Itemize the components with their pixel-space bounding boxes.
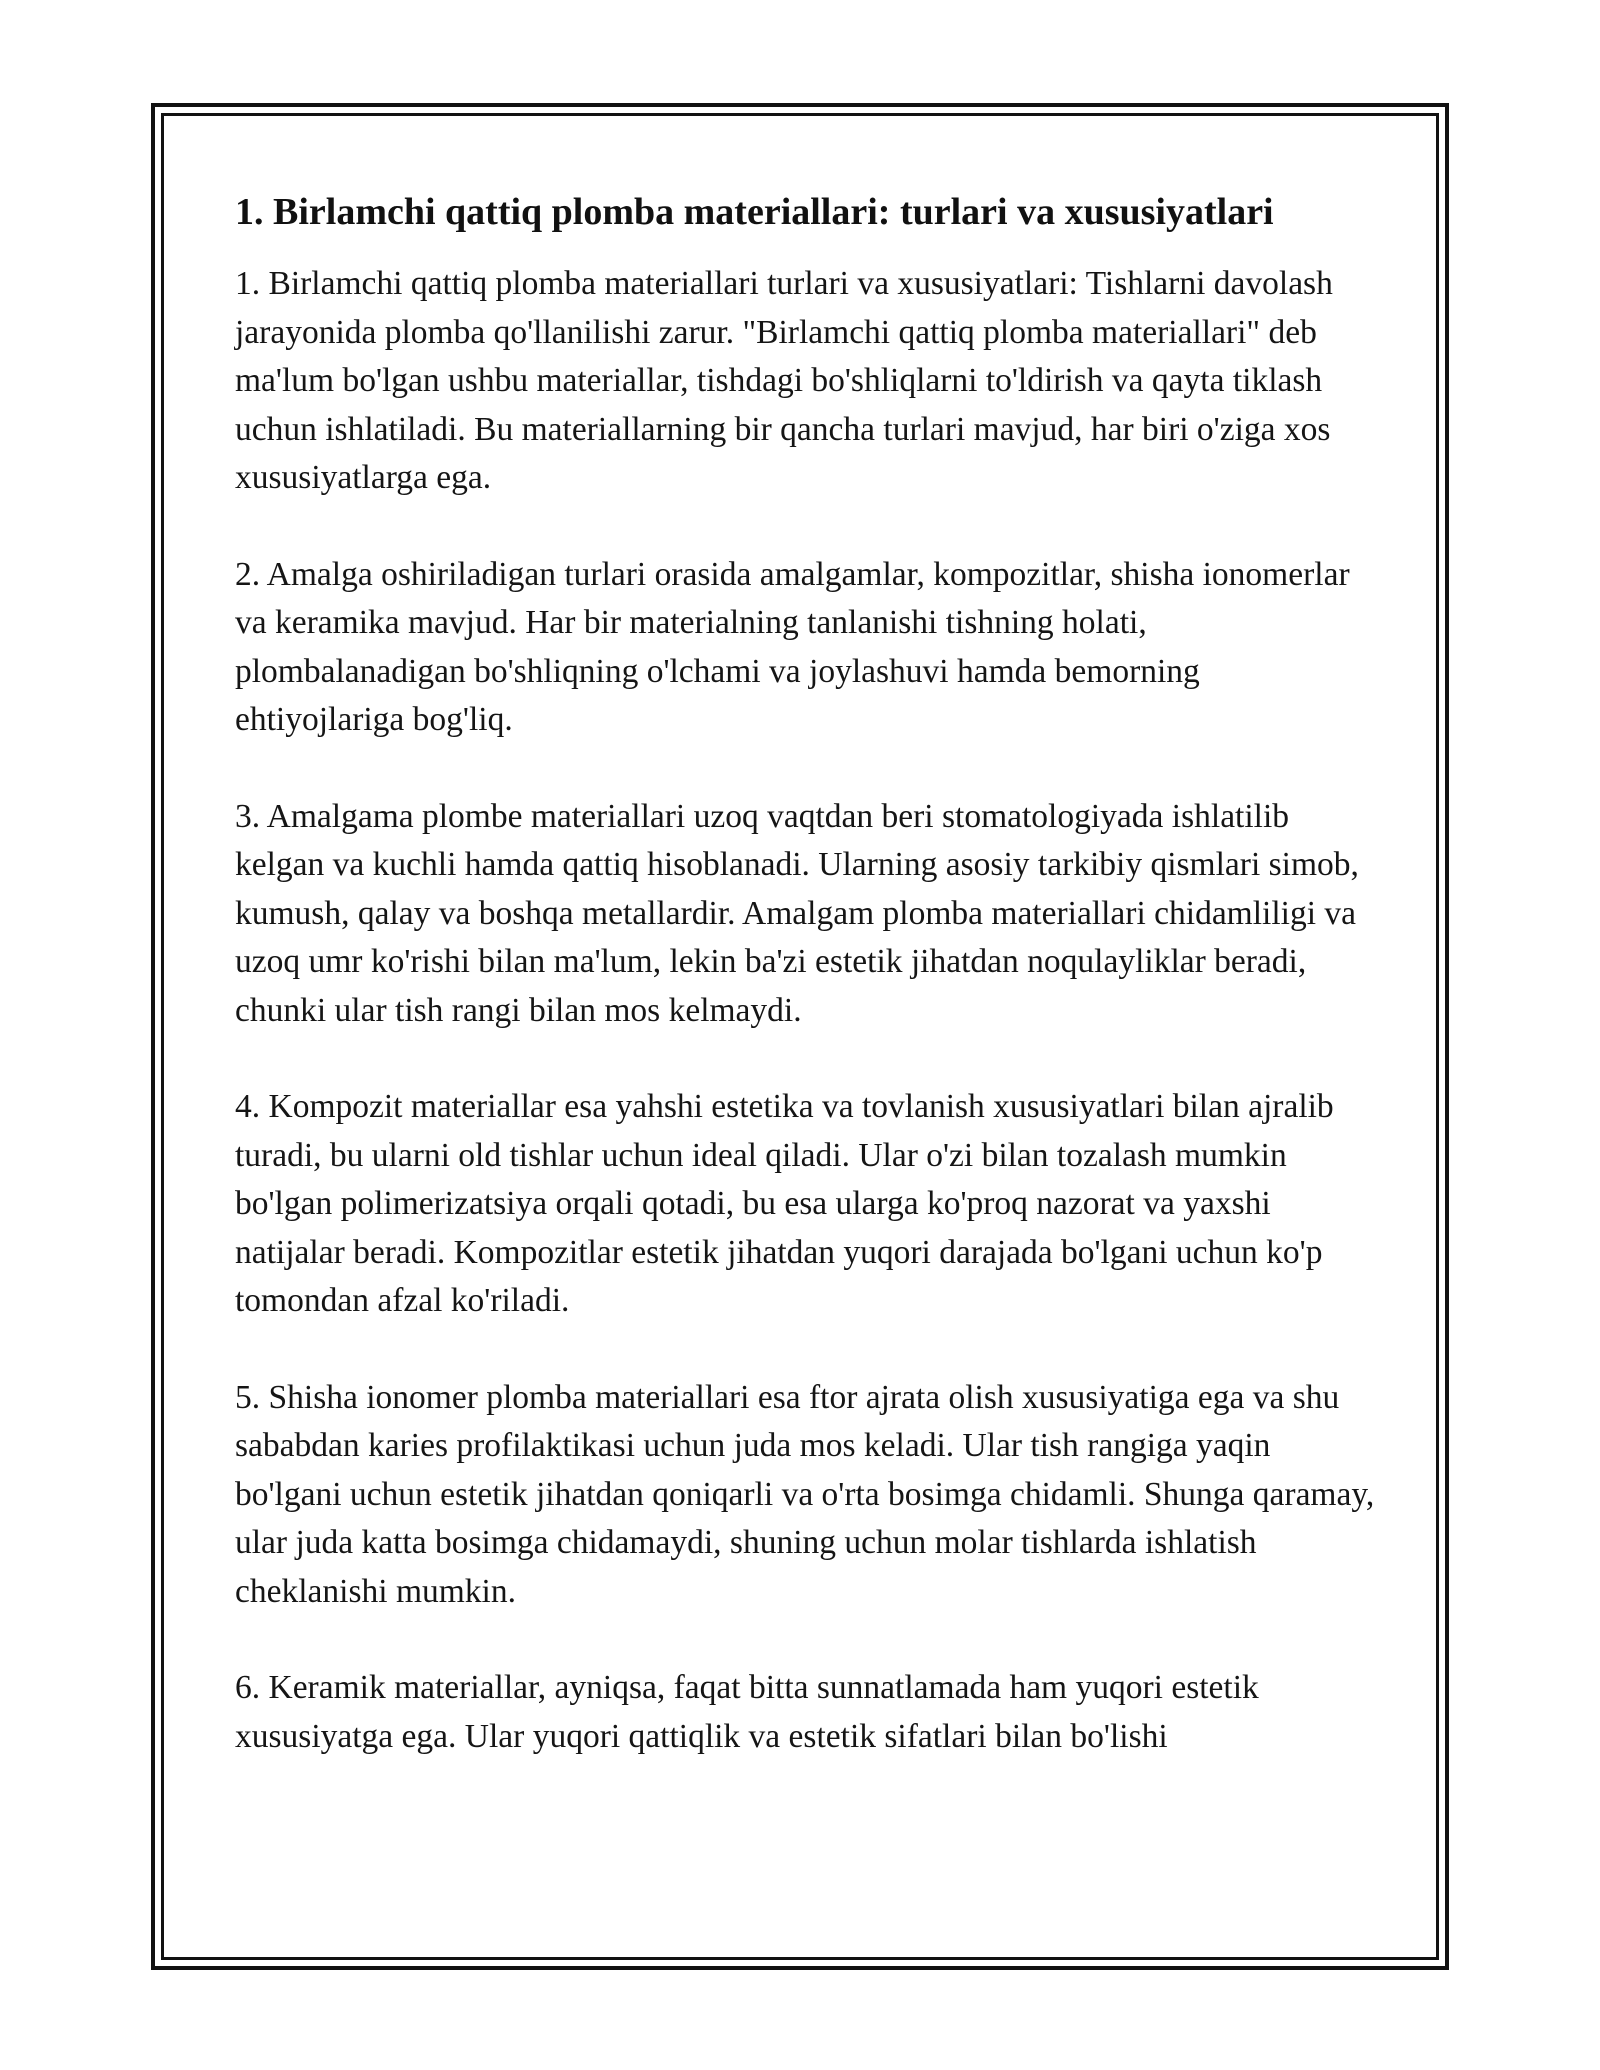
paragraph-4: 4. Kompozit materiallar esa yahshi estetika va tovlanish xususiyatlari bilan ajralib turadi, bu ularni old tishlar uchun ideal qiladi. Ular o'zi bilan tozalash mumkin bo'lgan polimerizatsiya orqali qotadi, bu esa ularga ko'proq nazorat va yaxshi natijalar beradi. Kompozitlar estetik jihatdan yuqori darajada bo'lgani uchun ko'p tomondan afzal ko'riladi. — [235, 1088, 1334, 1319]
paragraph-2: 2. Amalga oshiriladigan turlari orasida amalgamlar, kompozitlar, shisha ionomerlar va keramika mavjud. Har bir materialning tanlanishi tishning holati, plombalanadigan bo'shliqning o'lchami va joylashuvi hamda bemorning ehtiyojlariga bog'liq. — [235, 555, 1350, 738]
document-body — [235, 184, 1375, 1809]
paragraph-1: 1. Birlamchi qattiq plomba materiallari turlari va xususiyatlari: Tishlarni davolash jarayonida plomba qo'llanilishi zarur. "Birlamchi qattiq plomba materiallari" deb ma'lum bo'lgan ushbu materiallar, tishdagi bo'shliqlarni to'ldirish va qayta tiklash uchun ishlatiladi. Bu materiallarning bir qancha turlari mavjud, har biri o'ziga xos xususiyatlarga ega. — [235, 265, 1333, 496]
document-title: 1. Birlamchi qattiq plomba materiallari: turlari va xususiyatlari — [235, 191, 1274, 233]
paragraph-3: 3. Amalgama plombe materiallari uzoq vaqtdan beri stomatologiyada ishlatilib kelgan va kuchli hamda qattiq hisoblanadi. Ularning asosiy tarkibiy qismlari simob, kumush, qalay va boshqa metallardir. Amalgam plomba materiallari chidamliligi va uzoq umr ko'rishi bilan ma'lum, lekin ba'zi estetik jihatdan noqulayliklar beradi, chunki ular tish rangi bilan mos kelmaydi. — [235, 797, 1359, 1029]
paragraph-5: 5. Shisha ionomer plomba materiallari esa ftor ajrata olish xususiyatiga ega va shu sababdan karies profilaktikasi uchun juda mos keladi. Ular tish rangiga yaqin bo'lgani uchun estetik jihatdan qoniqarli va o'rta bosimga chidamli. Shunga qaramay, ular juda katta bosimga chidamaydi, shuning uchun molar tishlarda ishlatish cheklanishi mumkin. — [235, 1378, 1375, 1610]
paragraph-6: 6. Keramik materiallar, ayniqsa, faqat bitta sunnatlamada ham yuqori estetik xususiyatga ega. Ular yuqori qattiqlik va estetik sifatlari bilan bo'lishi — [235, 1669, 1259, 1755]
